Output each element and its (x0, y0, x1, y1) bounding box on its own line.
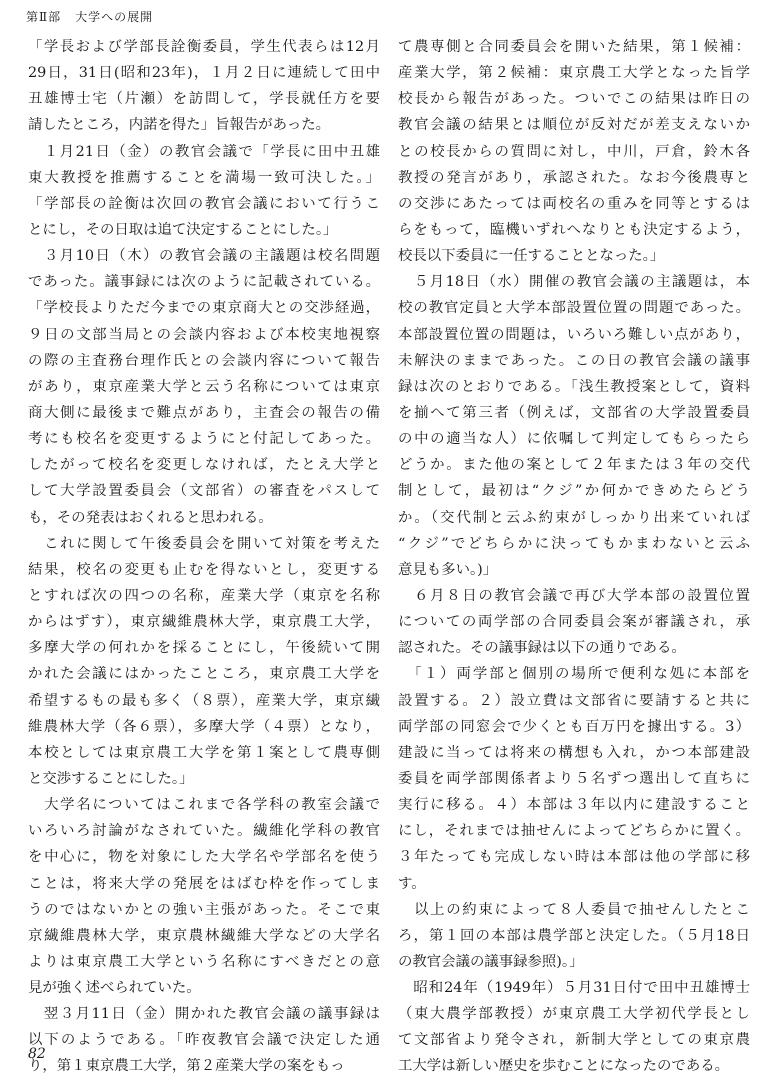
text-line: 大学名についてはこれまで各学科の教室会議で (28, 797, 380, 814)
text-line: これに関して午後委員会を開いて対策を考えた (28, 535, 380, 552)
text-line: て農専側と合同委員会を開いた結果，第１候補： (398, 39, 750, 55)
text-line: 制として，最初は“クジ”か何かできめたらどう (398, 483, 750, 500)
text-line: うのではないかとの強い主張があった。そこで東 (28, 901, 380, 918)
text-line: 「学長および学部長詮衡委員，学生代表らは12月 (28, 39, 380, 55)
text-line: 翌３月11日（金）開かれた教官会議の議事録は (28, 1006, 380, 1023)
text-line: 校長以下委員に一任することとなった。」 (398, 248, 665, 265)
text-line: よりは東京農工大学という名称にすべきだとの意 (28, 953, 380, 970)
text-line: とすれば次の四つの名称，産業大学（東京を名称 (28, 587, 380, 604)
text-line: と交渉することにした。」 (28, 770, 194, 787)
text-line: 29日，31日(昭和23年)，１月２日に連続して田中 (28, 65, 380, 82)
text-line: からはずす），東京繊維農林大学，東京農工大学， (28, 614, 380, 631)
text-line: を中心に，物を対象にした大学名や学部名を使う (28, 849, 380, 866)
text-line: 産業大学，第２候補：東京農工大学となった旨学 (398, 65, 750, 82)
text-line: にし，それまでは抽せんによってどちらかに置く。 (398, 823, 750, 840)
text-line: 丑雄博士宅（片瀬）を訪問して，学長就任方を要 (28, 91, 380, 108)
text-line: 商大側に最後まで難点があり，主査会の報告の備 (28, 404, 380, 421)
text-line: であった。議事録には次のように記載されている。 (28, 274, 380, 291)
text-line: 校の教官定員と大学本部設置位置の問題であった。 (398, 300, 750, 317)
text-line: 昭和24年（1949年）５月31日付で田中丑雄博士 (398, 980, 750, 997)
text-line: 実行に移る。４）本部は３年以内に建設すること (398, 797, 750, 814)
text-line: ことは，将来大学の発展をはばむ枠を作ってしま (28, 875, 380, 892)
text-line: したがって校名を変更しなければ，たとえ大学と (28, 457, 380, 474)
text-line: ３年たっても完成しない時は本部は他の学部に移 (398, 849, 750, 866)
text-line: （東大農学部教授）が東京農工大学初代学長とし (398, 1006, 750, 1023)
text-line: 教授の発言があり，承認された。なお今後農専と (398, 169, 750, 186)
text-line: 見が強く述べられていた。 (28, 980, 201, 997)
text-line: 多摩大学の何れかを採ることにし，午後続いて開 (28, 640, 380, 657)
text-line: 意見も多い。)」 (398, 561, 498, 578)
left-column (28, 34, 380, 1080)
text-line: 両学部の同窓会で少くとも百万円を據出する。3） (398, 718, 750, 735)
text-line: 維農林大学（各６票），多摩大学（４票）となり， (28, 718, 380, 735)
text-line: どうか。また他の案として２年または３年の交代 (398, 457, 750, 474)
text-line: 以上の約束によって８人委員で抽せんしたとこ (398, 901, 750, 918)
text-line: の中の適当な人）に依嘱して判定してもらったら (398, 431, 750, 448)
text-line: 校長から報告があった。ついでこの結果は昨日の (398, 91, 750, 108)
text-line: 以下のようである。「昨夜教官会議で決定した通 (28, 1032, 380, 1049)
text-line: 「学校長よりただ今までの東京商大との交渉経過， (28, 300, 380, 317)
running-header (26, 8, 153, 25)
text-line: “クジ”でどちらかに決ってもかまわないと云ふ (398, 535, 750, 552)
text-line: ６月８日の教官会議で再び大学本部の設置位置 (398, 587, 750, 604)
text-line: 結果，校名の変更も止むを得ないとし，変更する (28, 561, 380, 578)
text-line: ろ，第１回の本部は農学部と決定した。（５月18日 (398, 927, 750, 944)
text-line: についての両学部の合同委員会案が審議され，承 (398, 614, 750, 631)
text-line: も，その発表はおくれると思われる。 (28, 509, 273, 526)
text-line: か。（交代制と云ふ約束がしっかり出来ていれば (398, 509, 750, 526)
text-line: １月21日（金）の教官会議で「学長に田中丑雄 (28, 143, 380, 160)
text-line: ３月10日（木）の教官会議の主議題は校名問題 (28, 248, 380, 265)
text-line: 本部設置位置の問題は，いろいろ難しい点があり， (398, 326, 750, 343)
text-line: 未解決のままであった。この日の教官会議の議事 (398, 352, 750, 369)
text-line: 本校としては東京農工大学を第１案として農専側 (28, 744, 380, 761)
text-line: ５月18日（水）開催の教官会議の主議題は，本 (398, 274, 750, 291)
text-line: 希望するもの最も多く（８票），産業大学，東京繊 (28, 692, 380, 709)
text-line: いろいろ討論がなされていた。繊維化学科の教官 (28, 823, 380, 840)
text-line: 考にも校名を変更するようにと付記してあった。 (28, 431, 380, 448)
text-line: 認された。その議事録は以下の通りである。 (398, 640, 686, 657)
text-line: の際の主査務台理作氏との会談内容について報告 (28, 352, 380, 369)
text-line: 東大教授を推薦することを満場一致可決した。」 (28, 169, 380, 186)
text-line: らをもって，臨機いずれへなりとも決定するよう， (398, 221, 750, 238)
text-line: ９日の文部当局との会談内容および本校実地視察 (28, 326, 380, 343)
text-line: の交渉にあたっては両校名の重みを同等とするは (398, 195, 750, 212)
text-line: 委員を両学部関係者より５名ずつ選出して直ちに (398, 770, 750, 787)
text-line: 京繊維農林大学，東京農林繊維大学などの大学名 (28, 927, 380, 944)
text-line: 教官会議の結果とは順位が反対だが差支えないか (398, 117, 750, 134)
text-line: す。 (398, 875, 426, 892)
text-line: て文部省より発令され，新制大学としての東京農 (398, 1032, 750, 1049)
text-line: かれた会議にはかったこところ，東京農工大学を (28, 666, 380, 683)
text-line: 建設に当っては将来の構想も入れ，かつ本部建設 (398, 744, 750, 761)
text-line: 設置する。２）設立費は文部省に要請すると共に (398, 692, 750, 709)
text-line: 請したところ，内諾を得た」旨報告があった。 (28, 117, 331, 134)
text-line: の教官会議の議事録参照)。」 (398, 953, 584, 970)
right-column (398, 34, 750, 1080)
text-line: 録は次のとおりである。「浅生教授案として，資料 (398, 378, 750, 395)
text-line: 工大学は新しい歴史を歩むことになったのである。 (398, 1058, 729, 1075)
page-number: 82 (28, 1046, 46, 1062)
text-line: り，第１東京農工大学，第２産業大学の案をもっ (28, 1058, 345, 1075)
text-line: を揃へて第三者（例えば，文部省の大学設置委員 (398, 404, 750, 421)
text-line: との校長からの質問に対し，中川，戸倉，鈴木各 (398, 143, 750, 160)
text-line: があり，東京産業大学と云う名称については東京 (28, 378, 380, 395)
text-line: して大学設置委員会（文部省）の審査をパスして (28, 483, 380, 500)
text-line: 「１）両学部と個別の場所で便利な処に本部を (398, 666, 750, 683)
text-line: 「学部長の詮衡は次回の教官会議において行うこ (28, 195, 380, 212)
header-title: 大学への展開 (75, 10, 154, 24)
text-line: とにし，その日取は追て決定することにした。」 (28, 221, 338, 238)
header-part: 第Ⅱ部 (26, 10, 62, 24)
